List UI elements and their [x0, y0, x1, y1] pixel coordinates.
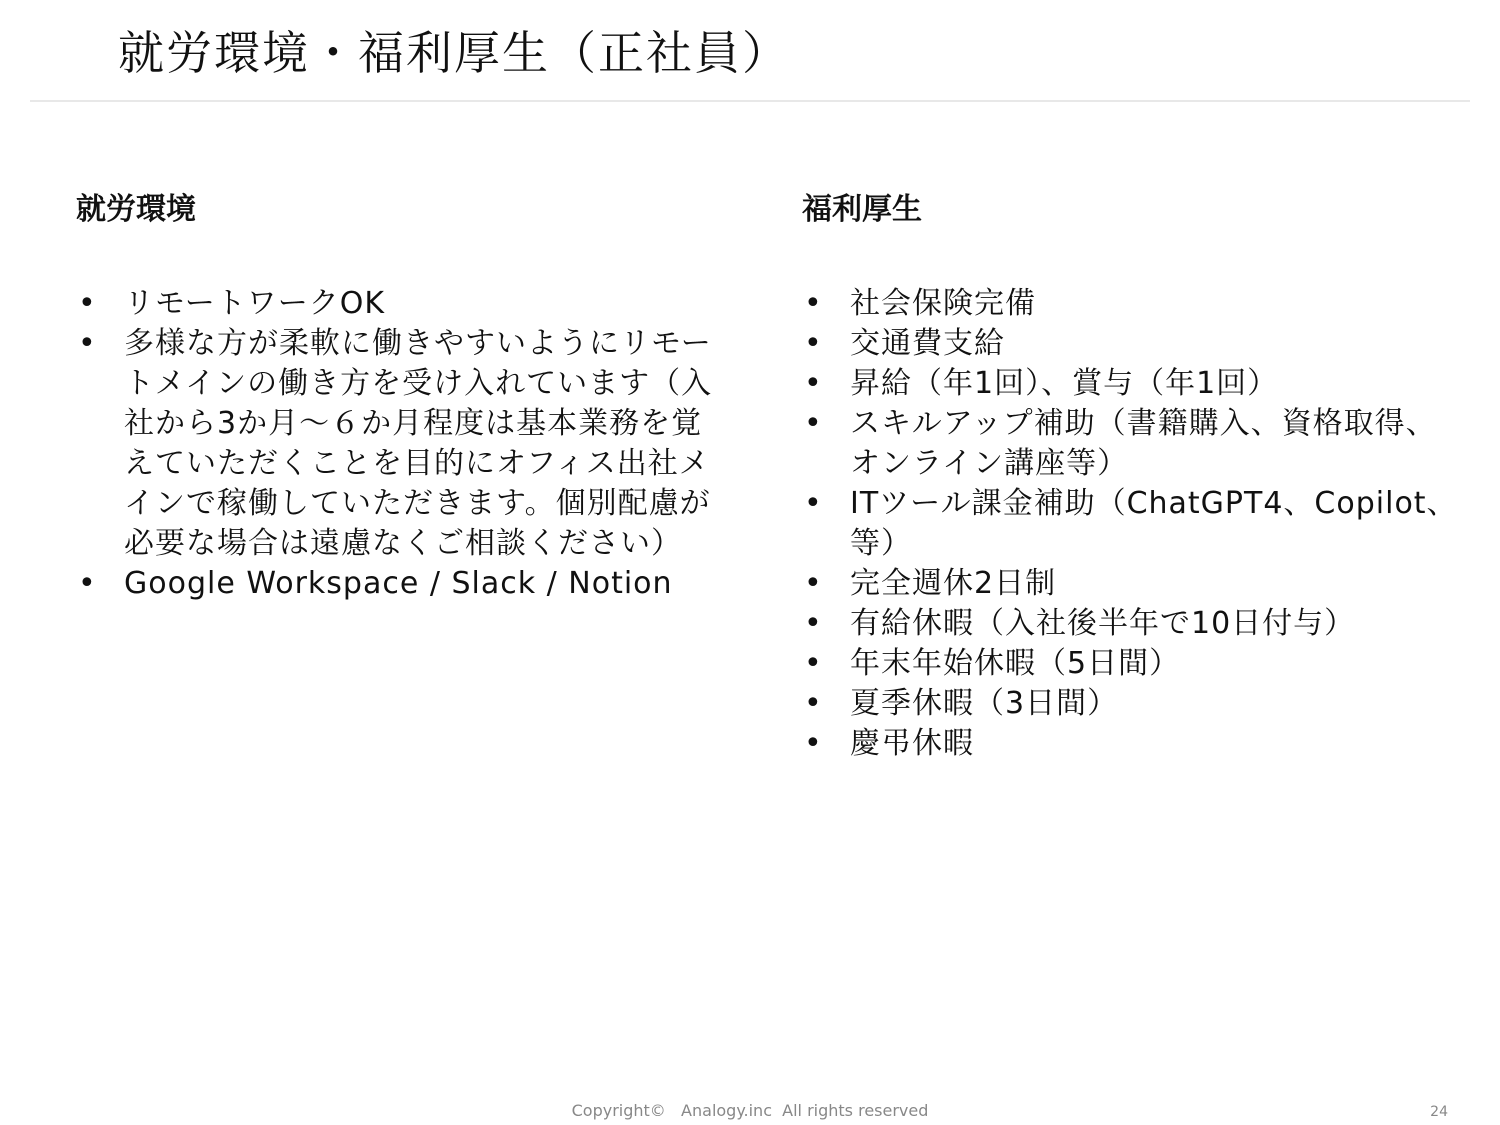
list-item: • リモートワークOK: [76, 284, 716, 324]
page-number: 24: [1430, 1104, 1448, 1120]
list-item: • 社会保険完備: [802, 284, 1462, 324]
list-item: • Google Workspace / Slack / Notion: [76, 564, 716, 604]
benefits-heading: 福利厚生: [802, 192, 922, 227]
list-item: • 完全週休2日制: [802, 564, 1462, 604]
footer-copyright: Copyright© Analogy.inc All rights reserved: [571, 1101, 929, 1120]
work-environment-section: [76, 188, 716, 601]
list-item: • 有給休暇（入社後半年で10日付与）: [802, 604, 1462, 644]
list-item: • スキルアップ補助（書籍購入、資格取得、オンライン講座等）: [802, 404, 1462, 484]
work-environment-heading: 就労環境: [76, 192, 196, 227]
list-item: • 夏季休暇（3日間）: [802, 684, 1462, 724]
title-divider: [30, 100, 1470, 102]
list-item: • ITツール課金補助（ChatGPT4、Copilot、等）: [802, 484, 1462, 564]
list-item: • 慶弔休暇: [802, 724, 1462, 764]
list-item: • 年末年始休暇（5日間）: [802, 644, 1462, 684]
work-environment-list: [76, 284, 716, 604]
benefits-section: [802, 188, 1462, 761]
list-item: • 交通費支給: [802, 324, 1462, 364]
benefits-list: [802, 284, 1462, 764]
list-item: • 昇給（年1回）、賞与（年1回）: [802, 364, 1462, 404]
list-item: • 多様な方が柔軟に働きやすいようにリモートメインの働き方を受け入れています（入社から3か月～６か月程度は基本業務を覚えていただくことを目的にオフィス出社メインで稼働していただきます。個別配慮が必要な場合は遠慮なくご相談ください）: [76, 324, 716, 564]
page-title: 就労環境・福利厚生（正社員）: [118, 26, 790, 80]
